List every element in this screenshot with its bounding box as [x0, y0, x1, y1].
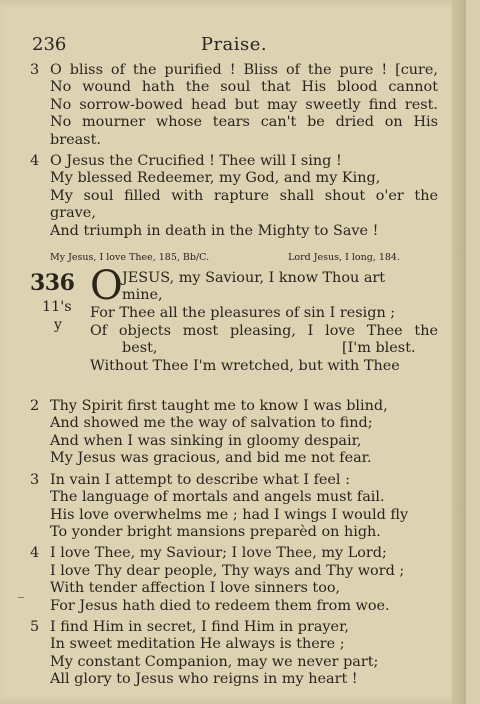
verse-line: To yonder bright mansions preparèd on high. — [50, 523, 381, 540]
page-body — [18, 62, 438, 693]
verse-number: 4 — [30, 545, 40, 562]
verse-line: O Jesus the Crucified ! Thee will I sing ! — [50, 153, 342, 170]
stray-mark: ‾ — [18, 594, 24, 609]
page-edge — [452, 0, 466, 704]
verse-line: In sweet meditation He always is there ; — [50, 636, 345, 653]
verse-line: JESUS, my Saviour, I know Thou art — [122, 270, 386, 287]
verse-line: best, — [122, 340, 158, 357]
verse-number: 3 — [30, 62, 40, 78]
verse-line: I love Thee, my Saviour; I love Thee, my Lord; — [50, 545, 387, 562]
verse-number: 5 — [30, 618, 40, 635]
verse-line: For Thee all the pleasures of sin I resign ; — [90, 305, 396, 322]
verse-line: I find Him in secret, I find Him in prayer, — [50, 618, 349, 635]
hymn-336-verse-3 — [30, 472, 438, 542]
verse-line: No wound hath the soul that His blood cannot — [50, 79, 438, 96]
hymn-336-verse-4 — [18, 545, 438, 615]
hymn-336-verse-5 — [30, 619, 438, 689]
verse-line: I love Thy dear people, Thy ways and Thy word ; — [50, 562, 405, 579]
drop-cap: O — [90, 263, 123, 310]
verse-line: All glory to Jesus who reigns in my heart ! — [50, 671, 358, 688]
tune-reference-left: My Jesus, I love Thee, 185, Bb/C. — [50, 252, 210, 264]
prev-hymn-verse-3 — [30, 62, 438, 149]
hymn-key: y — [54, 317, 62, 334]
page-number: 236 — [32, 34, 67, 55]
verse-line: Without Thee I'm wretched, but with Thee — [90, 358, 400, 375]
verse-line: O bliss of the purified ! Bliss of the pure ! [cure, — [50, 62, 438, 78]
verse-number: 2 — [30, 398, 40, 415]
hymn-336-verse-2 — [30, 398, 438, 468]
verse-line: For Jesus hath died to redeem them from woe. — [50, 597, 390, 614]
verse-line: In vain I attempt to describe what I feel : — [50, 471, 350, 488]
page-title: Praise. — [200, 34, 268, 55]
verse-line: With tender affection I love sinners too, — [50, 580, 341, 597]
page-header — [32, 34, 436, 56]
verse-line: breast. — [50, 131, 101, 148]
verse-line: No sorrow-bowed head but may sweetly find rest. — [50, 96, 438, 113]
verse-line-continuation: [I'm blest. — [342, 340, 416, 357]
verse-line: His love overwhelms me ; had I wings I would fly — [50, 506, 409, 523]
verse-number: 4 — [30, 153, 40, 170]
verse-line: And triumph in death in the Mighty to Save ! — [50, 222, 379, 239]
verse-line: My blessed Redeemer, my God, and my King, — [50, 170, 381, 187]
hymn-336-verse-1 — [30, 263, 438, 398]
verse-line: And when I was sinking in gloomy despair, — [50, 432, 362, 449]
verse-line: My constant Companion, may we never part; — [50, 653, 379, 670]
verse-line: No mourner whose tears can't be dried on His — [50, 114, 438, 131]
prev-hymn-verse-4 — [30, 153, 438, 240]
verse-number: 3 — [30, 471, 40, 488]
verse-line: Thy Spirit first taught me to know I was blind, — [50, 398, 388, 415]
verse-line: grave, — [50, 205, 96, 222]
hymn-meter: 11's — [42, 299, 72, 316]
verse-line: And showed me the way of salvation to find; — [50, 415, 373, 432]
tune-reference-right: Lord Jesus, I long, 184. — [288, 252, 400, 264]
hymn-number: 336 — [30, 270, 75, 297]
verse-line: mine, — [122, 287, 163, 304]
verse-line: My soul filled with rapture shall shout o'er the — [50, 187, 438, 204]
verse-line: Of objects most pleasing, I love Thee the — [90, 323, 438, 340]
verse-line: My Jesus was gracious, and bid me not fear. — [50, 450, 372, 467]
verse-line: The language of mortals and angels must fail. — [50, 489, 385, 506]
